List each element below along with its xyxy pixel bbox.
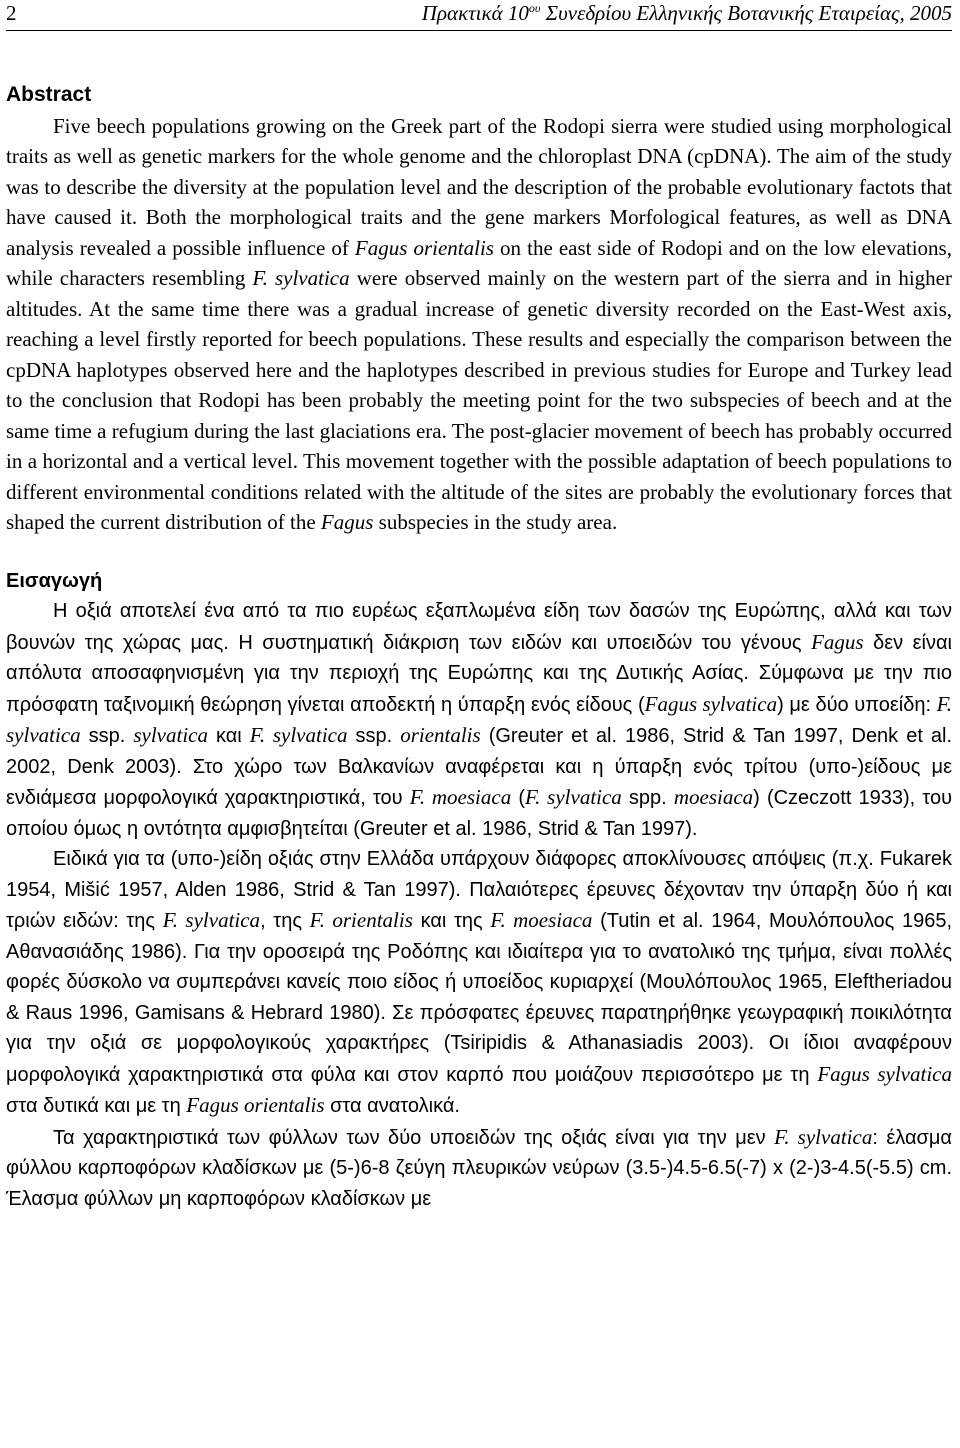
document-body: [6, 80, 952, 1214]
header-rule: [6, 30, 952, 31]
running-title-sup: ου: [528, 1, 541, 15]
abstract-section: [6, 80, 952, 538]
genus-name: Fagus: [320, 510, 374, 534]
intro-paragraph-1: Η οξιά αποτελεί ένα από τα πιο ευρέως εξαπλωμένα είδη των δασών της Ευρώπης, αλλά και των βουνών της χώρας μας. Η συστηματική διάκριση των ειδών και υποειδών του γένους Fagus δεν είναι απόλυτα αποσαφηνισμένη για την περιοχή της Ευρώπης και της Δυτικής Ασίας. Σύμφωνα με την πιο πρόσφατη ταξινομική θεώρηση γίνεται αποδεκτή η ύπαρξη ενός είδους (Fagus sylvatica) με δύο υποείδη: F. sylvatica ssp. sylvatica και F. sylvatica ssp. orientalis (Greuter et al. 1986, Strid & Tan 1997, Denk et al. 2002, Denk 2003). Στο χώρο των Βαλκανίων αναφέρεται και η ύπαρξη ενός τρίτου (υπο-)είδους με ενδιάμεσα μορφολογικά χαρακτηριστικά, του F. moesiaca (F. sylvatica spp. moesiaca) (Czeczott 1933), του οποίου όμως η οντότητα αμφισβητείται (Greuter et al. 1986, Strid & Tan 1997).: [6, 600, 953, 840]
species-name: F. sylvatica: [252, 266, 350, 290]
running-title-suffix: Συνεδρίου Ελληνικής Βοτανικής Εταιρείας, 2005: [540, 1, 952, 25]
abstract-heading: Abstract: [6, 83, 92, 106]
introduction-heading: Εισαγωγή: [6, 569, 103, 592]
intro-paragraph-3: Τα χαρακτηριστικά των φύλλων των δύο υποειδών της οξιάς είναι για την μεν F. sylvatica: έλασμα φύλλου καρποφόρων κλαδίσκων με (5-)6-8 ζεύγη πλευρικών νεύρων (3.5-)4.5-6.5(-7) x (2-)3-4.5(-5.5) cm. Έλασμα φύλλων μη καρποφόρων κλαδίσκων με: [6, 1124, 952, 1210]
intro-paragraph-2: Ειδικά για τα (υπο-)είδη οξιάς στην Ελλάδα υπάρχουν διάφορες αποκλίνουσες απόψεις (π.χ. Fukarek 1954, Mišić 1957, Alden 1986, Strid & Tan 1997). Παλαιότερες έρευνες δέχονταν την ύπαρξη δύο ή και τριών ειδών: της F. sylvatica, της F. orientalis και της F. moesiaca (Tutin et al. 1964, Μουλόπουλος 1965, Αθανασιάδης 1986). Για την οροσειρά της Ροδόπης και ιδιαίτερα για το ανατολικό της τμήμα, είναι πολλές φορές δύσκολο να συμπεράνει κανείς ποιο είδος ή υποείδος κυριαρχεί (Μουλόπουλος 1965, Eleftheriadou & Raus 1996, Gamisans & Hebrard 1980). Σε πρόσφατες έρευνες παρατηρήθηκε γεωγραφική ποικιλότητα για την οξιά σε μορφολογικούς χαρακτήρες (Tsiripidis & Athanasiadis 2003). Οι ίδιοι αναφέρουν μορφολογικά χαρακτηριστικά στα φύλα και στον καρπό που μοιάζουν περισσότερο με τη Fagus sylvatica στα δυτικά και με τη Fagus orientalis στα ανατολικά.: [6, 848, 953, 1117]
abstract-paragraph: Five beech populations growing on the Greek part of the Rodopi sierra were studied using morphological traits as well as genetic markers for the whole genome and the chloroplast DNA (cpDNA). The aim of the study was to describe the diversity at the population level and the description of the probable evolutionary factots that have caused it. Both the morphological traits and the gene markers Morfological features, as well as DNA analysis revealed a possible influence of Fagus orientalis on the east side of Rodopi and on the low elevations, while characters resembling F. sylvatica were observed mainly on the western part of the sierra and in higher altitudes. At the same time there was a gradual increase of genetic diversity recorded on the East-West axis, reaching a level firstly reported for beech populations. These results and especially the comparison between the cpDNA haplotypes observed here and the haplotypes described in previous studies for Europe and Turkey lead to the conclusion that Rodopi has been probably the meeting point for the two subspecies of beech and at the same time a refugium during the last glaciations era. The post-glacier movement of beech has probably occurred in a horizontal and a vertical level. This movement together with the possible adaptation of beech populations to different environmental conditions related with the altitude of the sites are probably the evolutionary forces that shaped the current distribution of the Fagus subspecies in the study area.: [6, 113, 952, 534]
running-title: [422, 0, 952, 26]
introduction-section: [6, 566, 952, 1215]
page-header: [6, 0, 952, 30]
page-number: 2: [6, 1, 17, 25]
running-title-prefix: Πρακτικά 10: [421, 1, 529, 25]
species-name: Fagus orientalis: [354, 235, 494, 260]
